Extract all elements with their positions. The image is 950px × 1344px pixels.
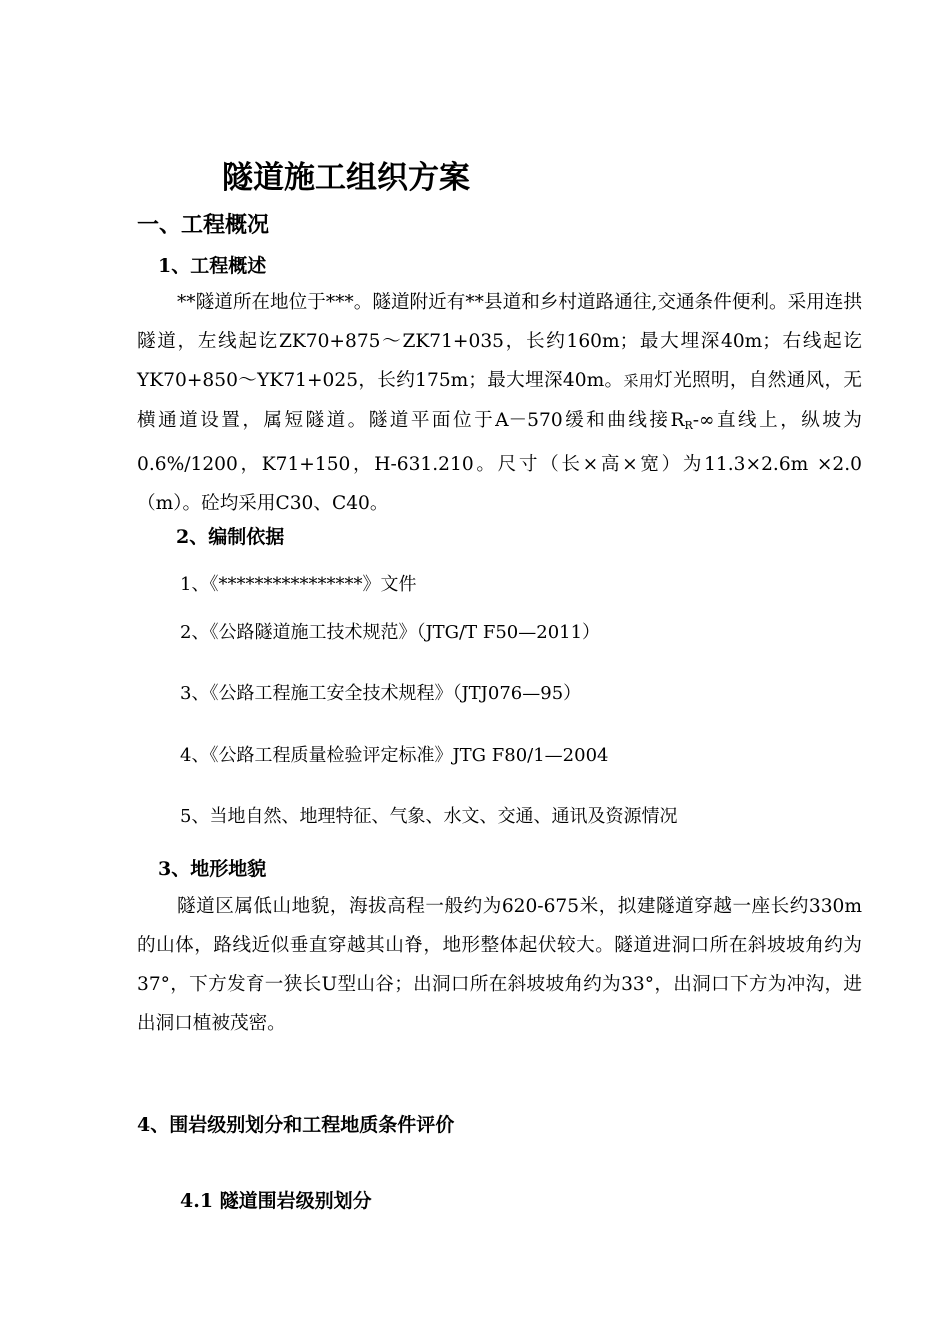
summary-text-c: -∞直线上，纵坡为0.6%/1200，K71+150，H-631.210。尺寸（长×高×宽）为11.3×2.6m ×2.0（m）。砼均采用C30、C40。 <box>137 410 862 514</box>
subheading-project-summary: 1、工程概述 <box>158 255 267 277</box>
reference-item: 4、《公路工程质量检验评定标准》JTG F80/1—2004 <box>180 745 609 766</box>
reference-item: 1、《****************》文件 <box>180 574 417 595</box>
document-title: 隧道施工组织方案 <box>222 160 470 196</box>
subheading-terrain: 3、地形地貌 <box>158 858 267 880</box>
summary-text-b: 灯光照明，自然通风，无横通道设置，属短隧道。隧道平面位于A－570缓和曲线接R <box>137 370 862 431</box>
paragraph-terrain: 隧道区属低山地貌，海拔高程一般约为620-675米，拟建隧道穿越一座长约330m的山体，路线近似垂直穿越其山脊，地形整体起伏较大。隧道进洞口所在斜坡坡角约为37°，下方发育一狭长U型山谷；出洞口所在斜坡坡角约为33°，出洞口下方为冲沟，进出洞口植被茂密。 <box>137 896 862 1034</box>
summary-text-small: 采用 <box>623 372 655 390</box>
reference-item: 3、《公路工程施工安全技术规程》（JTJ076—95） <box>180 683 582 704</box>
summary-text-a: **隧道所在地位于***。隧道附近有**县道和乡村道路通往,交通条件便利。采用连拱隧道，左线起讫ZK70+875～ZK71+035，长约160m；最大埋深40m；右线起讫YK70+850～YK71+025，长约175m；最大埋深40m。 <box>137 292 862 391</box>
subheading-rock-classification: 4、围岩级别划分和工程地质条件评价 <box>137 1114 455 1136</box>
summary-subscript: R <box>684 419 693 432</box>
paragraph-project-summary <box>137 283 862 523</box>
subheading-rock-class-4-1: 4.1 隧道围岩级别划分 <box>180 1190 372 1212</box>
reference-item: 5、当地自然、地理特征、气象、水文、交通、通讯及资源情况 <box>180 806 678 827</box>
section-heading-overview: 一、工程概况 <box>137 212 270 238</box>
reference-item: 2、《公路隧道施工技术规范》（JTG/T F50—2011） <box>180 622 601 643</box>
subheading-basis: 2、编制依据 <box>176 526 285 548</box>
